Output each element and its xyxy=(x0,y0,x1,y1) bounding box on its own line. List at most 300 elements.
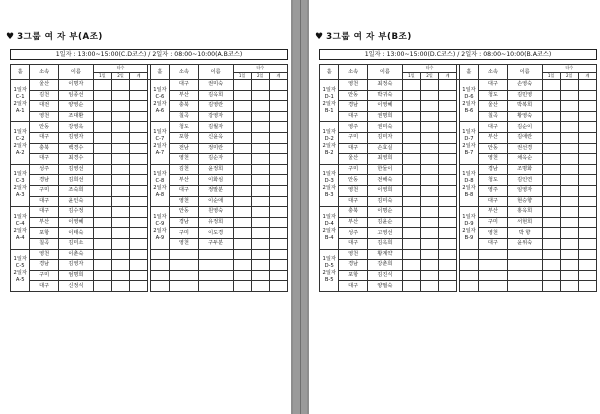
score-day2-cell[interactable] xyxy=(111,111,129,122)
score-total-cell[interactable] xyxy=(130,111,148,122)
table-row xyxy=(320,101,597,112)
score-day1-cell[interactable] xyxy=(542,196,560,207)
score-day2-cell[interactable] xyxy=(420,122,438,133)
score-total-cell[interactable] xyxy=(439,154,457,165)
score-total-cell[interactable] xyxy=(578,143,596,154)
score-day1-cell[interactable] xyxy=(542,164,560,175)
score-day1-cell[interactable] xyxy=(93,175,111,186)
table-row xyxy=(11,196,288,207)
player-team: 경남 xyxy=(339,260,367,271)
score-total-cell[interactable] xyxy=(130,164,148,175)
score-total-cell[interactable] xyxy=(130,238,148,249)
score-total-cell[interactable] xyxy=(439,228,457,239)
player-name: 이춘숙 xyxy=(58,249,93,260)
score-day2-cell[interactable] xyxy=(560,207,578,218)
score-day2-cell[interactable] xyxy=(111,238,129,249)
score-total-cell[interactable] xyxy=(130,154,148,165)
score-day2-cell[interactable] xyxy=(251,164,269,175)
empty-cell xyxy=(507,270,542,281)
score-day2-cell[interactable] xyxy=(251,101,269,112)
score-day2-cell[interactable] xyxy=(251,217,269,228)
score-day2-cell[interactable] xyxy=(560,175,578,186)
score-day1-cell[interactable] xyxy=(233,228,251,239)
score-day1-cell[interactable] xyxy=(93,132,111,143)
score-day2-cell[interactable] xyxy=(111,154,129,165)
player-team: 대구 xyxy=(339,238,367,249)
player-team: 구미 xyxy=(30,270,58,281)
score-day1-cell[interactable] xyxy=(402,90,420,101)
player-name: 원영숙 xyxy=(198,207,233,218)
score-day1-cell[interactable] xyxy=(542,228,560,239)
score-day2-cell[interactable] xyxy=(420,260,438,271)
group-c2: A-4 xyxy=(15,234,25,241)
score-total-cell[interactable] xyxy=(578,154,596,165)
table-row xyxy=(11,143,288,154)
empty-cell xyxy=(479,270,507,281)
score-day1-cell[interactable] xyxy=(93,154,111,165)
player-name: 현승향 xyxy=(507,196,542,207)
table-row xyxy=(11,260,288,271)
score-total-cell[interactable] xyxy=(130,281,148,292)
group-d2: 2일자 xyxy=(153,227,167,234)
score-day2-cell[interactable] xyxy=(420,132,438,143)
score-day1-cell[interactable] xyxy=(402,101,420,112)
score-day2-cell[interactable] xyxy=(560,122,578,133)
score-day1-cell[interactable] xyxy=(93,185,111,196)
score-total-cell[interactable] xyxy=(269,217,287,228)
score-total-cell[interactable] xyxy=(130,196,148,207)
score-day1-cell[interactable] xyxy=(402,281,420,292)
score-total-cell[interactable] xyxy=(439,111,457,122)
score-day2-cell[interactable] xyxy=(560,143,578,154)
table-row xyxy=(320,122,597,133)
table-row xyxy=(320,281,597,292)
score-total-cell[interactable] xyxy=(130,207,148,218)
player-name: 최영희 xyxy=(367,154,402,165)
score-total-cell[interactable] xyxy=(578,196,596,207)
group-c1: C-8 xyxy=(155,178,165,185)
score-total-cell[interactable] xyxy=(269,122,287,133)
score-day1-cell[interactable] xyxy=(233,154,251,165)
player-name: 김영자 xyxy=(58,132,93,143)
score-day1-cell[interactable] xyxy=(542,111,560,122)
group-c2: A-1 xyxy=(15,107,25,114)
score-total-cell[interactable] xyxy=(578,101,596,112)
score-total-cell[interactable] xyxy=(269,175,287,186)
player-team: 대구 xyxy=(30,207,58,218)
score-day1-cell[interactable] xyxy=(402,185,420,196)
player-team: 영주 xyxy=(339,122,367,133)
score-day2-cell[interactable] xyxy=(111,207,129,218)
column-gap xyxy=(457,90,460,101)
score-day1-cell[interactable] xyxy=(233,185,251,196)
score-total-cell[interactable] xyxy=(439,101,457,112)
player-team: 부산 xyxy=(479,207,507,218)
score-day1-cell[interactable] xyxy=(402,175,420,186)
score-total-cell[interactable] xyxy=(439,249,457,260)
score-total-cell[interactable] xyxy=(269,154,287,165)
group-d1: 1일자 xyxy=(462,213,476,220)
player-name: 김희선 xyxy=(58,175,93,186)
score-day1-cell[interactable] xyxy=(93,101,111,112)
score-total-cell[interactable] xyxy=(578,80,596,91)
score-day1-cell[interactable] xyxy=(402,154,420,165)
score-total-cell[interactable] xyxy=(130,185,148,196)
score-total-cell[interactable] xyxy=(269,207,287,218)
score-day1-cell[interactable] xyxy=(93,238,111,249)
score-day2-cell[interactable] xyxy=(111,249,129,260)
score-day1-cell[interactable] xyxy=(402,207,420,218)
score-day1-cell[interactable] xyxy=(93,260,111,271)
table-row xyxy=(11,111,288,122)
score-day2-cell[interactable] xyxy=(560,217,578,228)
score-day2-cell[interactable] xyxy=(560,238,578,249)
score-day2-cell[interactable] xyxy=(420,185,438,196)
score-day2-cell[interactable] xyxy=(420,249,438,260)
score-total-cell[interactable] xyxy=(578,132,596,143)
score-day2-cell[interactable] xyxy=(420,207,438,218)
score-total-cell[interactable] xyxy=(269,143,287,154)
group-c2: B-8 xyxy=(464,192,474,199)
score-total-cell[interactable] xyxy=(130,143,148,154)
player-name: 권선경 xyxy=(507,143,542,154)
score-day2-cell[interactable] xyxy=(560,101,578,112)
header-total: 계 xyxy=(269,72,287,80)
score-day1-cell[interactable] xyxy=(93,143,111,154)
score-day2-cell[interactable] xyxy=(560,111,578,122)
score-total-cell[interactable] xyxy=(578,207,596,218)
score-total-cell[interactable] xyxy=(439,132,457,143)
score-day2-cell[interactable] xyxy=(111,217,129,228)
score-total-cell[interactable] xyxy=(269,238,287,249)
score-day1-cell[interactable] xyxy=(542,207,560,218)
score-day1-cell[interactable] xyxy=(542,154,560,165)
score-day1-cell[interactable] xyxy=(402,196,420,207)
score-day2-cell[interactable] xyxy=(420,80,438,91)
score-total-cell[interactable] xyxy=(130,101,148,112)
header-score: 타수 xyxy=(93,65,147,73)
score-total-cell[interactable] xyxy=(130,122,148,133)
score-day1-cell[interactable] xyxy=(542,238,560,249)
score-total-cell[interactable] xyxy=(439,207,457,218)
session-schedule: 1일자 : 13:00~15:00(C.D코스) / 2일자 : 08:00~10:00(A.B코스) xyxy=(10,49,288,60)
score-day1-cell[interactable] xyxy=(233,238,251,249)
score-total-cell[interactable] xyxy=(269,80,287,91)
score-total-cell[interactable] xyxy=(578,111,596,122)
group-d2: 2일자 xyxy=(322,227,336,234)
player-team: 영천 xyxy=(479,154,507,165)
score-day2-cell[interactable] xyxy=(420,164,438,175)
column-gap xyxy=(148,228,151,239)
player-team: 영천 xyxy=(30,249,58,260)
score-total-cell[interactable] xyxy=(439,122,457,133)
column-gap xyxy=(457,175,460,186)
player-name: 조대환 xyxy=(58,111,93,122)
score-total-cell[interactable] xyxy=(439,281,457,292)
player-team: 경남 xyxy=(170,217,198,228)
score-total-cell[interactable] xyxy=(439,175,457,186)
score-day2-cell[interactable] xyxy=(420,281,438,292)
score-day1-cell[interactable] xyxy=(93,249,111,260)
score-day2-cell[interactable] xyxy=(111,122,129,133)
score-total-cell[interactable] xyxy=(578,217,596,228)
score-day1-cell[interactable] xyxy=(402,122,420,133)
score-total-cell[interactable] xyxy=(578,90,596,101)
player-team: 대구 xyxy=(30,196,58,207)
group-d1: 1일자 xyxy=(13,213,27,220)
score-day2-cell[interactable] xyxy=(420,90,438,101)
group-d2: 2일자 xyxy=(153,185,167,192)
score-total-cell[interactable] xyxy=(130,90,148,101)
score-day2-cell[interactable] xyxy=(111,80,129,91)
player-team: 김천 xyxy=(170,164,198,175)
score-day1-cell[interactable] xyxy=(402,260,420,271)
player-name: 김민영 xyxy=(507,90,542,101)
column-gap xyxy=(148,154,151,165)
player-name: 한둘이 xyxy=(367,164,402,175)
score-day2-cell[interactable] xyxy=(420,196,438,207)
table-row xyxy=(320,260,597,271)
score-total-cell[interactable] xyxy=(578,228,596,239)
column-gap xyxy=(148,90,151,101)
score-total-cell[interactable] xyxy=(439,196,457,207)
score-day2-cell[interactable] xyxy=(111,270,129,281)
score-day2-cell[interactable] xyxy=(111,228,129,239)
score-day1-cell[interactable] xyxy=(542,90,560,101)
player-team: 대구 xyxy=(339,111,367,122)
score-total-cell[interactable] xyxy=(578,175,596,186)
score-day2-cell[interactable] xyxy=(251,175,269,186)
score-day2-cell[interactable] xyxy=(251,143,269,154)
player-name: 박귀숙 xyxy=(367,90,402,101)
score-day1-cell[interactable] xyxy=(233,207,251,218)
empty-cell xyxy=(459,249,478,260)
score-day2-cell[interactable] xyxy=(420,228,438,239)
empty-cell xyxy=(233,270,251,281)
score-day1-cell[interactable] xyxy=(402,132,420,143)
score-day1-cell[interactable] xyxy=(93,164,111,175)
score-day1-cell[interactable] xyxy=(233,164,251,175)
score-total-cell[interactable] xyxy=(130,217,148,228)
score-day1-cell[interactable] xyxy=(93,207,111,218)
score-day2-cell[interactable] xyxy=(111,101,129,112)
score-day1-cell[interactable] xyxy=(233,217,251,228)
score-day1-cell[interactable] xyxy=(402,270,420,281)
empty-cell xyxy=(251,260,269,271)
score-day1-cell[interactable] xyxy=(93,122,111,133)
score-day2-cell[interactable] xyxy=(251,90,269,101)
score-day2-cell[interactable] xyxy=(251,238,269,249)
score-total-cell[interactable] xyxy=(130,132,148,143)
score-day1-cell[interactable] xyxy=(233,90,251,101)
score-day1-cell[interactable] xyxy=(233,143,251,154)
score-day1-cell[interactable] xyxy=(233,101,251,112)
score-day2-cell[interactable] xyxy=(420,154,438,165)
score-total-cell[interactable] xyxy=(269,228,287,239)
score-total-cell[interactable] xyxy=(439,143,457,154)
score-total-cell[interactable] xyxy=(439,238,457,249)
score-day1-cell[interactable] xyxy=(542,143,560,154)
player-team: 구미 xyxy=(339,132,367,143)
score-day1-cell[interactable] xyxy=(93,217,111,228)
score-total-cell[interactable] xyxy=(130,249,148,260)
score-total-cell[interactable] xyxy=(269,111,287,122)
empty-cell xyxy=(479,260,507,271)
score-day1-cell[interactable] xyxy=(542,175,560,186)
score-day1-cell[interactable] xyxy=(542,122,560,133)
score-total-cell[interactable] xyxy=(130,175,148,186)
player-name: 신정식 xyxy=(58,281,93,292)
score-day1-cell[interactable] xyxy=(542,101,560,112)
score-day1-cell[interactable] xyxy=(542,185,560,196)
header-score: 타수 xyxy=(402,65,456,73)
player-team: 대구 xyxy=(339,143,367,154)
score-day1-cell[interactable] xyxy=(402,217,420,228)
score-day2-cell[interactable] xyxy=(420,270,438,281)
score-day2-cell[interactable] xyxy=(420,175,438,186)
score-day1-cell[interactable] xyxy=(233,196,251,207)
score-total-cell[interactable] xyxy=(439,164,457,175)
score-total-cell[interactable] xyxy=(439,217,457,228)
group-d1: 1일자 xyxy=(13,171,27,178)
score-day1-cell[interactable] xyxy=(542,80,560,91)
score-day2-cell[interactable] xyxy=(251,154,269,165)
score-day1-cell[interactable] xyxy=(542,217,560,228)
score-total-cell[interactable] xyxy=(439,80,457,91)
player-team: 안동 xyxy=(170,207,198,218)
score-day1-cell[interactable] xyxy=(93,80,111,91)
empty-cell xyxy=(542,249,560,260)
score-day2-cell[interactable] xyxy=(111,196,129,207)
score-day2-cell[interactable] xyxy=(251,196,269,207)
score-total-cell[interactable] xyxy=(130,80,148,91)
header-name: 이름 xyxy=(367,65,402,80)
score-day2-cell[interactable] xyxy=(420,143,438,154)
empty-cell xyxy=(150,270,169,281)
score-total-cell[interactable] xyxy=(269,164,287,175)
score-day1-cell[interactable] xyxy=(402,228,420,239)
score-day2-cell[interactable] xyxy=(420,111,438,122)
score-day1-cell[interactable] xyxy=(402,111,420,122)
score-day2-cell[interactable] xyxy=(560,196,578,207)
score-total-cell[interactable] xyxy=(578,185,596,196)
score-day1-cell[interactable] xyxy=(402,80,420,91)
score-day2-cell[interactable] xyxy=(560,154,578,165)
score-day2-cell[interactable] xyxy=(420,238,438,249)
score-day1-cell[interactable] xyxy=(233,80,251,91)
header-day2: 2일 xyxy=(251,72,269,80)
score-total-cell[interactable] xyxy=(578,164,596,175)
score-day2-cell[interactable] xyxy=(111,90,129,101)
score-day2-cell[interactable] xyxy=(111,175,129,186)
score-total-cell[interactable] xyxy=(130,270,148,281)
score-total-cell[interactable] xyxy=(439,90,457,101)
score-day2-cell[interactable] xyxy=(251,207,269,218)
empty-cell xyxy=(170,260,198,271)
score-day1-cell[interactable] xyxy=(93,196,111,207)
score-day1-cell[interactable] xyxy=(233,175,251,186)
score-total-cell[interactable] xyxy=(269,185,287,196)
score-total-cell[interactable] xyxy=(269,132,287,143)
group-course-cell xyxy=(320,207,339,249)
score-day2-cell[interactable] xyxy=(251,122,269,133)
score-day1-cell[interactable] xyxy=(542,132,560,143)
player-team: 영천 xyxy=(170,196,198,207)
player-team: 경남 xyxy=(479,164,507,175)
score-day2-cell[interactable] xyxy=(420,217,438,228)
header-day1: 1일 xyxy=(402,72,420,80)
player-team: 구미 xyxy=(479,217,507,228)
score-day1-cell[interactable] xyxy=(233,122,251,133)
score-total-cell[interactable] xyxy=(578,238,596,249)
score-day2-cell[interactable] xyxy=(111,132,129,143)
score-day2-cell[interactable] xyxy=(560,132,578,143)
score-day1-cell[interactable] xyxy=(93,281,111,292)
score-total-cell[interactable] xyxy=(269,90,287,101)
score-day2-cell[interactable] xyxy=(251,111,269,122)
score-total-cell[interactable] xyxy=(130,228,148,239)
empty-cell xyxy=(251,270,269,281)
score-day2-cell[interactable] xyxy=(111,281,129,292)
score-day1-cell[interactable] xyxy=(233,132,251,143)
score-day1-cell[interactable] xyxy=(402,164,420,175)
empty-cell xyxy=(269,281,287,292)
score-day1-cell[interactable] xyxy=(93,90,111,101)
score-day2-cell[interactable] xyxy=(420,101,438,112)
score-day2-cell[interactable] xyxy=(111,143,129,154)
player-team: 대구 xyxy=(479,80,507,91)
player-team: 영천 xyxy=(170,238,198,249)
score-day1-cell[interactable] xyxy=(93,270,111,281)
score-day2-cell[interactable] xyxy=(251,132,269,143)
score-day2-cell[interactable] xyxy=(560,228,578,239)
score-total-cell[interactable] xyxy=(269,196,287,207)
score-day2-cell[interactable] xyxy=(111,185,129,196)
score-total-cell[interactable] xyxy=(578,122,596,133)
score-day2-cell[interactable] xyxy=(560,164,578,175)
group-c2: B-3 xyxy=(324,192,334,199)
player-team: 충북 xyxy=(170,101,198,112)
score-day1-cell[interactable] xyxy=(402,143,420,154)
score-day1-cell[interactable] xyxy=(402,238,420,249)
score-day2-cell[interactable] xyxy=(251,185,269,196)
score-day2-cell[interactable] xyxy=(111,164,129,175)
empty-cell xyxy=(150,249,169,260)
score-total-cell[interactable] xyxy=(269,101,287,112)
score-day2-cell[interactable] xyxy=(560,185,578,196)
score-day1-cell[interactable] xyxy=(93,111,111,122)
score-day2-cell[interactable] xyxy=(251,228,269,239)
score-total-cell[interactable] xyxy=(439,185,457,196)
player-name: 윤위숙 xyxy=(507,238,542,249)
group-d2: 2일자 xyxy=(462,227,476,234)
score-total-cell[interactable] xyxy=(439,270,457,281)
column-gap xyxy=(457,196,460,207)
score-day2-cell[interactable] xyxy=(560,80,578,91)
score-day1-cell[interactable] xyxy=(233,111,251,122)
player-name: 이영혜 xyxy=(367,101,402,112)
score-day2-cell[interactable] xyxy=(560,90,578,101)
header-score: 타수 xyxy=(542,65,596,73)
score-total-cell[interactable] xyxy=(130,260,148,271)
header-score: 타수 xyxy=(233,65,287,73)
score-total-cell[interactable] xyxy=(439,260,457,271)
score-day1-cell[interactable] xyxy=(93,228,111,239)
score-day2-cell[interactable] xyxy=(251,80,269,91)
score-day1-cell[interactable] xyxy=(402,249,420,260)
player-team: 영천 xyxy=(339,185,367,196)
score-day2-cell[interactable] xyxy=(111,260,129,271)
